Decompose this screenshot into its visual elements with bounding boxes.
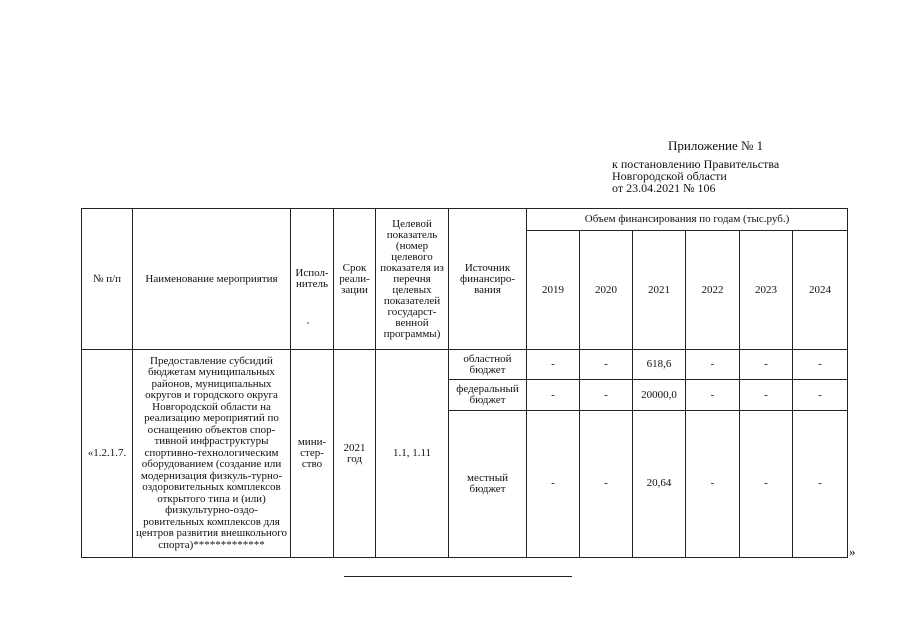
col-header-source: Источник финансиро-вания [449, 209, 527, 350]
col-header-executor: Испол-нитель [291, 209, 334, 350]
closing-quote: » [849, 544, 856, 559]
value-cell: - [527, 380, 580, 410]
col-header-year: 2024 [793, 231, 848, 350]
value-cell: 618,6 [633, 350, 686, 380]
value-cell: - [793, 410, 848, 557]
header-line-1: к постановлению Правительства [612, 157, 780, 171]
col-header-num: № п/п [82, 209, 133, 350]
row-source: федеральный бюджет [449, 380, 527, 410]
row-executor: мини-стер-ство [291, 350, 334, 558]
col-header-term: Срок реали-зации [334, 209, 376, 350]
value-cell: 20,64 [633, 410, 686, 557]
value-cell: - [740, 350, 793, 380]
value-cell: - [686, 350, 740, 380]
col-header-target: Целевой показатель (номер целевого показателя из перечня целевых показателей государст-венной программы) [376, 209, 449, 350]
table-row [82, 350, 848, 380]
header-line-3: от 23.04.2021 № 106 [612, 181, 716, 195]
value-cell: - [527, 410, 580, 557]
header-line-2: Новгородской области [612, 169, 727, 183]
value-cell: - [686, 410, 740, 557]
col-header-year: 2021 [633, 231, 686, 350]
row-source: местный бюджет [449, 410, 527, 557]
value-cell: - [686, 380, 740, 410]
value-cell: - [740, 410, 793, 557]
funding-table [81, 208, 848, 558]
col-header-name: Наименование мероприятия [133, 209, 291, 350]
value-cell: - [793, 380, 848, 410]
row-target: 1.1, 1.11 [376, 350, 449, 558]
value-cell: 20000,0 [633, 380, 686, 410]
row-source: областной бюджет [449, 350, 527, 380]
row-term: 2021 год [334, 350, 376, 558]
col-header-year: 2022 [686, 231, 740, 350]
row-name: Предоставление субсидий бюджетам муниципальных районов, муниципальных округов и городского округа Новгородской области на реализацию мероприятий по оснащению объектов спор-тивной инфраструктуры спортивно-технологическим оборудованием (создание или модернизация физкуль-турно-оздоровительных комплексов открытого типа и (или) физкультурно-оздо-ровительных комплексов для центров развития внешкольного спорта)************* [133, 350, 291, 558]
appendix-title: Приложение № 1 [668, 138, 764, 153]
col-header-year: 2023 [740, 231, 793, 350]
value-cell: - [527, 350, 580, 380]
col-header-year: 2020 [580, 231, 633, 350]
scan-dot [307, 322, 309, 324]
col-header-funding-group: Объем финансирования по годам (тыс.руб.) [527, 209, 848, 231]
col-header-year: 2019 [527, 231, 580, 350]
value-cell: - [740, 380, 793, 410]
value-cell: - [580, 350, 633, 380]
value-cell: - [580, 410, 633, 557]
value-cell: - [580, 380, 633, 410]
footnote-separator [344, 576, 572, 577]
value-cell: - [793, 350, 848, 380]
row-num: «1.2.1.7. [82, 350, 133, 558]
